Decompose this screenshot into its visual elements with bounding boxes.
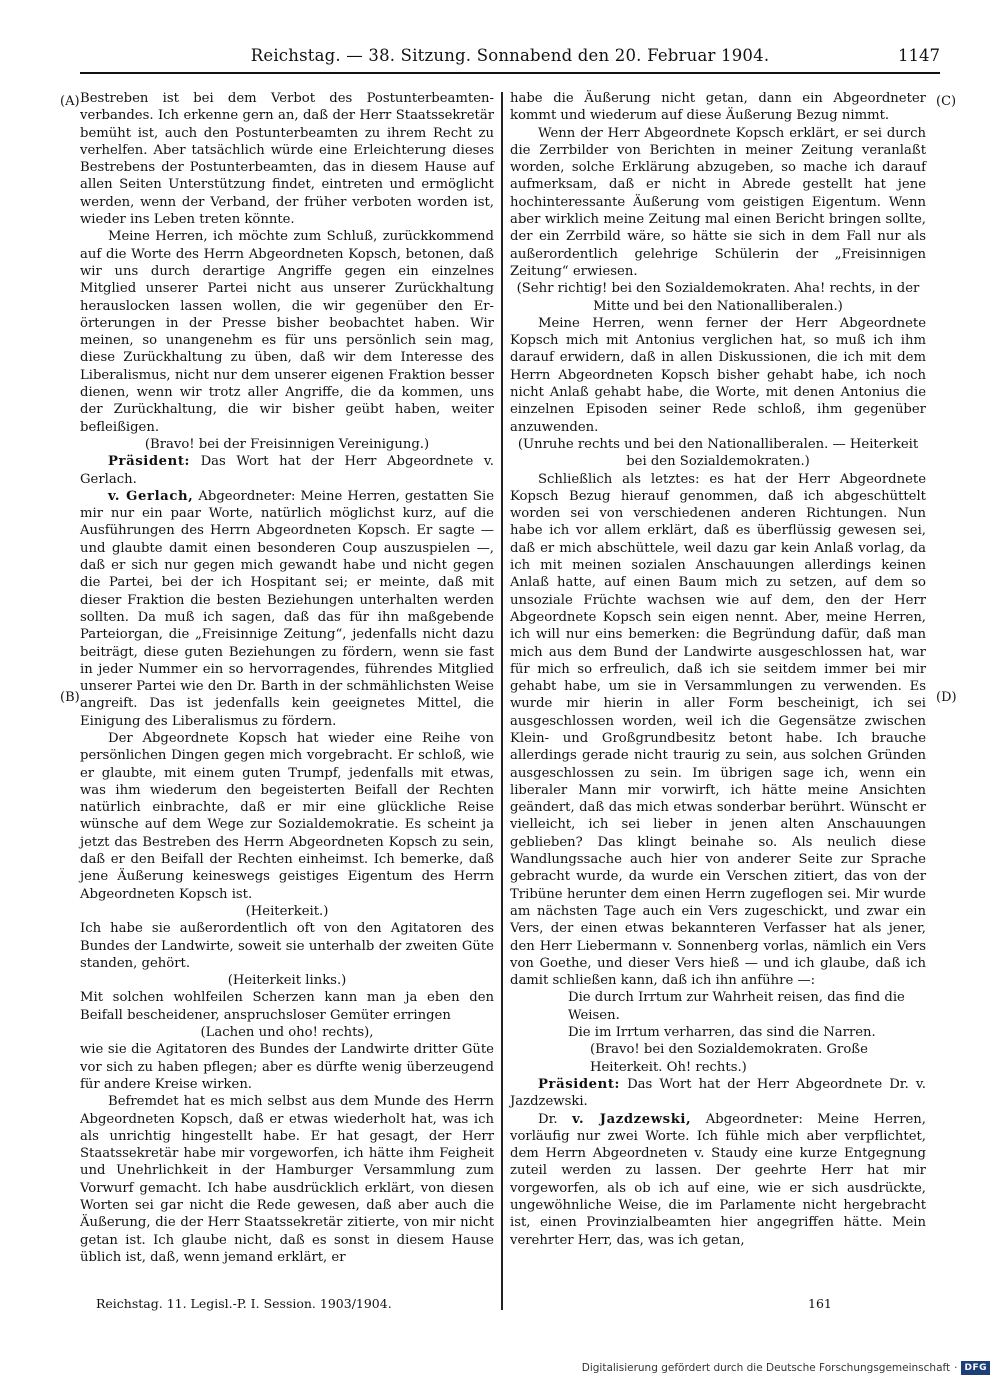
page-number: 1147 (898, 46, 940, 65)
interjection: (Heiterkeit.) (245, 903, 329, 919)
paragraph: Der Abgeordnete Kopsch hat wieder eine Reihe von persönlichen Dingen gegen mich vorgebracht. Er schloß, wie er glaubte, mit einem guten Trumpf, jedenfalls mit etwas, was ihm wiederum den begeisterten Beifall der Rechten natürlich einbrachte, daß er mir eine glückliche Reise wünsche auf dem Wege zur Sozialdemokratie. Es scheint ja jetzt das Bestreben des Herrn Abgeordneten Kopsch zu sein, daß er den Beifall der Rechten einheimst. Ich bemerke, daß jene Äußerung keineswegs geistiges Eigentum des Herrn Abgeordneten Kopsch ist. (80, 730, 494, 902)
interjection: (Heiterkeit links.) (227, 973, 347, 989)
paragraph: Ich habe sie außerordentlich oft von den Agitatoren des Bundes der Landwirte, soweit sie unterhalb der zweiten Güte standen, gehört. (80, 921, 494, 971)
speaker-name: v. Jazdzewski, (572, 1111, 692, 1127)
right-column (510, 90, 926, 1249)
speaker-paragraph (510, 1076, 926, 1111)
dfg-logo-icon: DFG (961, 1361, 990, 1375)
speech-text: Abgeordneter: Meine Herren, vorläufig nur zwei Worte. Ich fühle mich aber verpflichtet, dem Herrn Abgeordneten v. Staudy eine kurze Entgegnung zuteil werden zu lassen. Der geehrte Herr hat mir vorgeworfen, als ob ich auf eine, wie er sich ausdrückte, ungewöhnliche Weise, die im Parlamente nicht hergebracht ist, einen Provinzialbeamten hier angegriffen hätte. Mein verehrter Herr, das, was ich getan, (510, 1111, 926, 1248)
paragraph: wie sie die Agitatoren des Bundes der Landwirte dritter Güte vor sich zu haben pflegen; aber es dürfte wenig überzeugend für andere Kreise wirken. (80, 1042, 494, 1092)
margin-marker-a: (A) (60, 94, 80, 109)
footer-sheet-number: 161 (808, 1296, 832, 1311)
footer-publication: Reichstag. 11. Legisl.-P. I. Session. 1903/1904. (96, 1296, 392, 1311)
speaker-prefix: Dr. (538, 1111, 573, 1127)
margin-marker-c: (C) (936, 94, 957, 109)
paragraph: Meine Herren, wenn ferner der Herr Abgeordnete Kopsch mich mit Antonius verglichen hat, so muß ich ihm darauf erwidern, daß in allen Diskussionen, die ich mit dem Herrn Abgeordneten Kopsch bisher gehabt habe, ich noch nicht Anlaß gehabt habe, die Worte, mit denen Antonius die einzelnen Episoden seiner Rede schloß, ihm gegenüber anzuwenden. (510, 315, 926, 435)
speaker-paragraph (80, 488, 494, 730)
interjection: (Bravo! bei den Sozialdemokraten. Große Heiterkeit. Oh! rechts.) (590, 1042, 868, 1075)
column-divider (501, 92, 503, 1310)
paragraph: Wenn der Herr Abgeordnete Kopsch erklärt, er sei durch die Zerrbilder von Berichten in meiner Zeitung veranlaßt worden, solche Erklärung abzugeben, so mache ich darauf aufmerksam, daß er nicht in Abrede gestellt hat jene hochinteressante Äußerung vom geistigen Eigentum. Wenn aber wirklich meine Zeitung mal einen Bericht bringen sollte, der ein Zerrbild wäre, so hätte sie sich in dem Fall nur als außerordentlich gelehrige Schülerin der „Freisinnigen Zeitung“ erwiesen. (510, 125, 926, 279)
margin-marker-d: (D) (936, 690, 957, 705)
digitization-text: Digitalisierung gefördert durch die Deutsche Forschungsgemeinschaft (581, 1362, 951, 1374)
interjection: (Unruhe rechts und bei den Nationalliberalen. — Heiterkeit bei den Sozialdemokraten.) (517, 436, 919, 470)
paragraph: Befremdet hat es mich selbst aus dem Munde des Herrn Abgeordneten Kopsch, daß er etwas wiederholt hat, was ich als unrichtig hingestellt habe. Er hat gesagt, der Herr Staatssekretär habe mir vorgeworfen, ich hätte ihm Feigheit und Unehrlichkeit in der Hamburger Versammlung zum Vorwurf gemacht. Ich habe ausdrücklich erklärt, von diesen Worten sei gar nicht die Rede gewesen, daß aber auch die Äußerung, die der Herr Staatssekretär zitierte, von mir nicht getan ist. Ich glaube nicht, daß es sonst in diesem Hause üblich ist, daß, wenn jemand erklärt, er (80, 1094, 494, 1265)
paragraph: Bestreben ist bei dem Verbot des Postunterbeamtenverbandes. Ich erkenne gern an, daß der Herr Staatssekretär bemüht ist, auch den Postunterbeamten zu ihrem Recht zu verhelfen. Aber tatsächlich würde eine Erleichterung dieses Bestrebens der Postunterbeamten, das in diesem Hause auf allen Seiten Unterstützung findet, eintreten und ermöglicht werden, wenn der Verband, der früher verboten worden ist, wieder ins Leben treten könnte. (80, 91, 494, 228)
page-header (80, 44, 940, 74)
speaker-name: v. Gerlach, (108, 488, 194, 504)
speech-text: Abgeordneter: Meine Herren, gestatten Sie mir nur ein paar Worte, natürlich möglichst kurz, auf die Ausführungen des Herrn Abgeordneten Kopsch. Er sagte — und glaubte damit einen besonderen Coup auszuspielen —, daß er sich nur gegen mich gewandt habe und nicht gegen die Partei, bei der ich Hospitant sei; er meinte, daß mit dieser Fraktion die besten Beziehungen unterhalten werden sollten. Da muß ich sagen, daß das für ihn maßgebende Parteiorgan, die „Freisinnige Zeitung“, jedenfalls nicht dazu beiträgt, diese guten Beziehungen zu fördern, wenn sie fast in jeder Nummer ein so hervorragendes, führendes Mitglied unserer Partei wie den Dr. Barth in der schmählichsten Weise angreift. Das ist jedenfalls kein geeignetes Mittel, die Einigung des Liberalismus zu fördern. (80, 488, 494, 729)
paragraph: Meine Herren, ich möchte zum Schluß, zurückkommend auf die Worte des Herrn Abgeordneten Kopsch, betonen, daß wir uns durch derartige Angriffe gegen ein einzelnes Mitglied unserer Partei nicht aus unserer Zurückhaltung herauslocken lassen wollen, die wir gegenüber den Erörterungen in der Presse bisher beobachtet haben. Wir meinen, so unangenehm es für uns persönlich sein mag, diese Zurückhaltung zu üben, daß wir dem Interesse des Liberalismus, nicht nur dem unserer eigenen Fraktion besser dienen, wenn wir trotz aller Angriffe, die da kommen, uns der Zurückhaltung, die wir bisher geübt haben, weiter befleißigen. (80, 229, 494, 435)
running-title: Reichstag. — 38. Sitzung. Sonnabend den 20. Februar 1904. (250, 46, 770, 65)
verse-line: Die im Irrtum verharren, das sind die Narren. (568, 1025, 876, 1041)
speech-text: Das Wort hat der Herr Abgeordnete Dr. v. Jazdzewski. (510, 1076, 926, 1110)
interjection: (Sehr richtig! bei den Sozialdemokraten. Aha! rechts, in der Mitte und bei den Nationalliberalen.) (516, 281, 920, 314)
speaker-name: Präsident: (108, 454, 191, 470)
digitization-note: Digitalisierung gefördert durch die Deutsche Forschungsgemeinschaft · DFG (582, 1361, 990, 1375)
margin-marker-b: (B) (60, 690, 80, 705)
speaker-name: Präsident: (538, 1076, 621, 1092)
verse-line: Die durch Irrtum zur Wahrheit reisen, das find die Weisen. (568, 990, 905, 1023)
interjection: (Lachen und oho! rechts), (200, 1025, 374, 1041)
speech-text: Das Wort hat der Herr Abgeordnete v. Gerlach. (80, 454, 494, 487)
paragraph: habe die Äußerung nicht getan, dann ein Abgeordneter kommt und wiederum auf diese Äußerung Bezug nimmt. (510, 91, 926, 124)
speaker-paragraph (510, 1111, 926, 1249)
paragraph: Mit solchen wohlfeilen Scherzen kann man ja eben den Beifall bescheidener, anspruchsloser Gemüter erringen (80, 990, 494, 1023)
paragraph: Schließlich als letztes: es hat der Herr Abgeordnete Kopsch Bezug hierauf genommen, daß ich abgeschüttelt worden sei von verschiedenen anderen Richtungen. Nun habe ich vor allem erklärt, daß es überflüssig gewesen sei, daß er mich abschüttele, weil dazu gar kein Anlaß vorlag, da ich mit meinen sozialen Anschauungen allerdings keinen Anlaß hatte, auf einen Baum mich zu setzen, auf dem so unsoziale Früchte wachsen wie auf dem, den der Herr Abgeordnete Kopsch sein eigen nennt. Aber, meine Herren, ich will nur eins bemerken: die Begründung dafür, daß man mich aus dem Bund der Landwirte ausgeschlossen hat, war für mich so erfreulich, daß ich sie seitdem immer bei mir gehabt habe, um sie in Versammlungen zu verwenden. Es wurde mir hierin in aller Form bescheinigt, ich sei ausgeschlossen worden, weil ich die Gegensätze zwischen Klein- und Großgrundbesitz betont habe. Ich brauche allerdings gerade nicht traurig zu sein, aus solchen Gründen ausgeschlossen zu sein. Im übrigen sage ich, wenn ein liberaler Mann mir vorwirft, ich hätte meine Ansichten geändert, daß das mich etwas sonderbar berührt. Wünscht er vielleicht, ich sei lieber in jenen alten Anschauungen geblieben? Das klingt beinahe so. Als neulich diese Wandlungssache auch hier von anderer Seite zur Sprache gebracht wurde, da wurde ein Verschen zitiert, das von der Tribüne herunter dem einen Herrn zugeflogen sei. Mir wurde am nächsten Tage auch ein Vers zugeschickt, und zwar ein Vers, der einen etwas bekannteren Verfasser hat als jener, den Herr Liebermann v. Sonnenberg vorlas, nämlich ein Vers von Goethe, und dieser Vers hieß — und ich glaube, daß ich damit schließen kann, daß ich ihn anführe —: (510, 471, 926, 989)
speaker-paragraph (80, 453, 494, 488)
left-column (80, 90, 494, 1266)
interjection: (Bravo! bei der Freisinnigen Vereinigung.) (144, 436, 430, 452)
